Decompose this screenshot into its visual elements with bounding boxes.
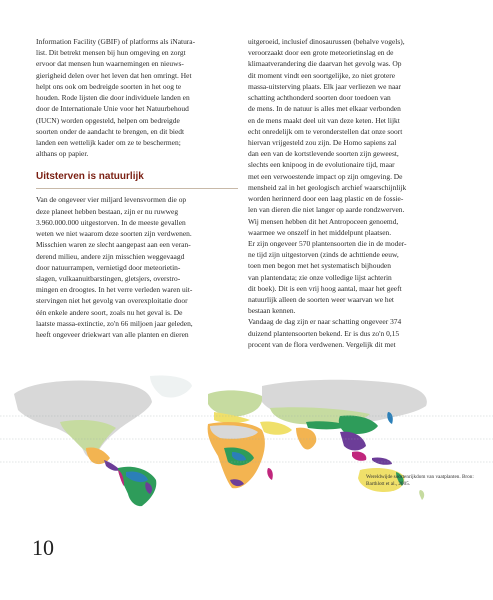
text-line: Misschien waren ze slecht aangepast aan een veran- bbox=[36, 240, 191, 250]
text-line: echt onredelijk om te veronderstellen dat onze soort bbox=[248, 126, 403, 136]
text-line: deze planeet hebben bestaan, zijn er nu ruwweg bbox=[36, 206, 179, 216]
text-line: massa-uitsterving plaats. Elk jaar verliezen we naar bbox=[248, 81, 402, 91]
text-line: ne tijd zijn uitgestorven (zinds de achttiende eeuw, bbox=[248, 250, 399, 260]
text-line: helpt ons ook om bedreigde soorten in het oog te bbox=[36, 81, 182, 91]
page-number: 10 bbox=[32, 535, 54, 560]
text-line: mensheid zal in het geologisch archief waarschijnlijk bbox=[248, 182, 407, 192]
text-line: toen men begon met het systematisch bijhouden bbox=[248, 261, 391, 271]
text-line: 3.960.000.000 uitgestorven. In de meeste gevallen bbox=[36, 217, 186, 227]
text-line: stervingen niet het gevolg van overexploitatie door bbox=[36, 296, 188, 306]
text-line: slagen, vulkaanuitbarstingen, gletsjers, overstro- bbox=[36, 273, 181, 283]
text-line: list. Dit betrekt mensen bij hun omgeving en zorgt bbox=[36, 48, 186, 58]
paragraph-extinction bbox=[36, 194, 238, 340]
text-line: bestaan kennen. bbox=[248, 306, 296, 316]
text-line: weten we niet waarom deze soorten zijn verdwenen. bbox=[36, 229, 192, 239]
text-line: mingen en droogtes. In het verre verleden waren uit- bbox=[36, 285, 193, 295]
text-line: worden herinnerd door een laag plastic en de fossie- bbox=[248, 194, 404, 204]
text-line: landen een wettelijk kader om ze te beschermen; bbox=[36, 137, 181, 147]
text-line: schatting achthonderd soorten door toedoen van bbox=[248, 93, 391, 103]
text-line: hiervan vrijgesteld zou zijn. De Homo sapiens zal bbox=[248, 137, 397, 147]
text-line: dit moment vindt een soortgelijke, zo niet grotere bbox=[248, 70, 396, 80]
text-line: door de Internationale Unie voor het Natuurbehoud bbox=[36, 104, 189, 114]
text-line: laatste massa-extinctie, zo'n 66 miljoen jaar geleden, bbox=[36, 318, 193, 328]
text-line: veroorzaakt door een grote meteorietinslag en de bbox=[248, 48, 394, 58]
paragraph-continued bbox=[248, 36, 450, 350]
text-line: Information Facility (GBIF) of platforms als iNatura- bbox=[36, 37, 196, 46]
text-line: gierigheid delen over het leven dat hen omringt. Het bbox=[36, 70, 192, 80]
text-line: dit boek). Dit is een vrij hoog aantal, maar het geeft bbox=[248, 283, 402, 293]
text-line: duizend plantensoorten bekend. Er is dus zo'n 0,15 bbox=[248, 328, 400, 338]
text-line: slechts een knipoog in de evolutionaire tijd, maar bbox=[248, 160, 395, 170]
text-line: soorten onder de aandacht te brengen, en dit biedt bbox=[36, 126, 185, 136]
text-line: waarmee we onszelf in het middelpunt plaatsen. bbox=[248, 227, 392, 237]
text-line: één enkele andere soort, zoals nu het geval is. De bbox=[36, 307, 183, 317]
right-column bbox=[248, 36, 450, 350]
text-line: natuurlijk alleen de soorten weer waarvan we het bbox=[248, 295, 395, 305]
text-line: althans op papier. bbox=[36, 149, 89, 159]
text-line: Van de ongeveer vier miljard levensvormen die op bbox=[36, 195, 187, 205]
text-line: derend milieu, andere zijn misschien weggevaagd bbox=[36, 251, 185, 261]
text-line: Vandaag de dag zijn er naar schatting ongeveer 374 bbox=[248, 317, 402, 327]
text-line: (IUCN) worden opgesteld, helpen om bedreigde bbox=[36, 115, 180, 125]
text-line: uitgeroeid, inclusief dinosaurussen (behalve vogels), bbox=[248, 37, 405, 46]
text-line: van plantendata; zie onze volledige lijst achterin bbox=[248, 272, 392, 282]
text-line: heeft ongeveer driekwart van alle planten en dieren bbox=[36, 330, 189, 340]
text-line: de mens. In de natuur is alles met elkaar verbonden bbox=[248, 104, 401, 114]
left-column bbox=[36, 36, 238, 340]
map-caption: Wereldwijde soortenrijkdom van vaatplanten. Bron: Barthlott et al., 2005. bbox=[366, 474, 474, 488]
text-line: houden. Rode lijsten die door individuele landen en bbox=[36, 93, 190, 103]
text-line: ervoor dat mensen hun waarnemingen en nieuws- bbox=[36, 59, 184, 69]
text-line: door natuurrampen, vernietigd door meteorietin- bbox=[36, 262, 181, 272]
paragraph-gbif bbox=[36, 36, 238, 159]
section-heading: Uitsterven is natuurlijk bbox=[36, 171, 144, 183]
text-line: Er zijn ongeveer 570 plantensoorten die in de moder- bbox=[248, 238, 407, 248]
text-line: dan een van de kortstlevende soorten zijn geweest, bbox=[248, 149, 399, 159]
text-line: len van dieren die niet langer op aarde rondzwerven. bbox=[248, 205, 405, 215]
text-line: klimaatverandering die daarvan het gevolg was. Op bbox=[248, 59, 402, 69]
heading-divider bbox=[36, 188, 238, 189]
text-line: procent van de flora verdwenen. Vergelijk dit met bbox=[248, 339, 396, 349]
text-line: Wij mensen hebben dit het Antropoceen genoemd, bbox=[248, 216, 399, 226]
text-line: met een verwoestende impact op zijn omgeving. De bbox=[248, 171, 403, 181]
text-line: en de mens maakt deel uit van deze keten. Het lijkt bbox=[248, 115, 400, 125]
